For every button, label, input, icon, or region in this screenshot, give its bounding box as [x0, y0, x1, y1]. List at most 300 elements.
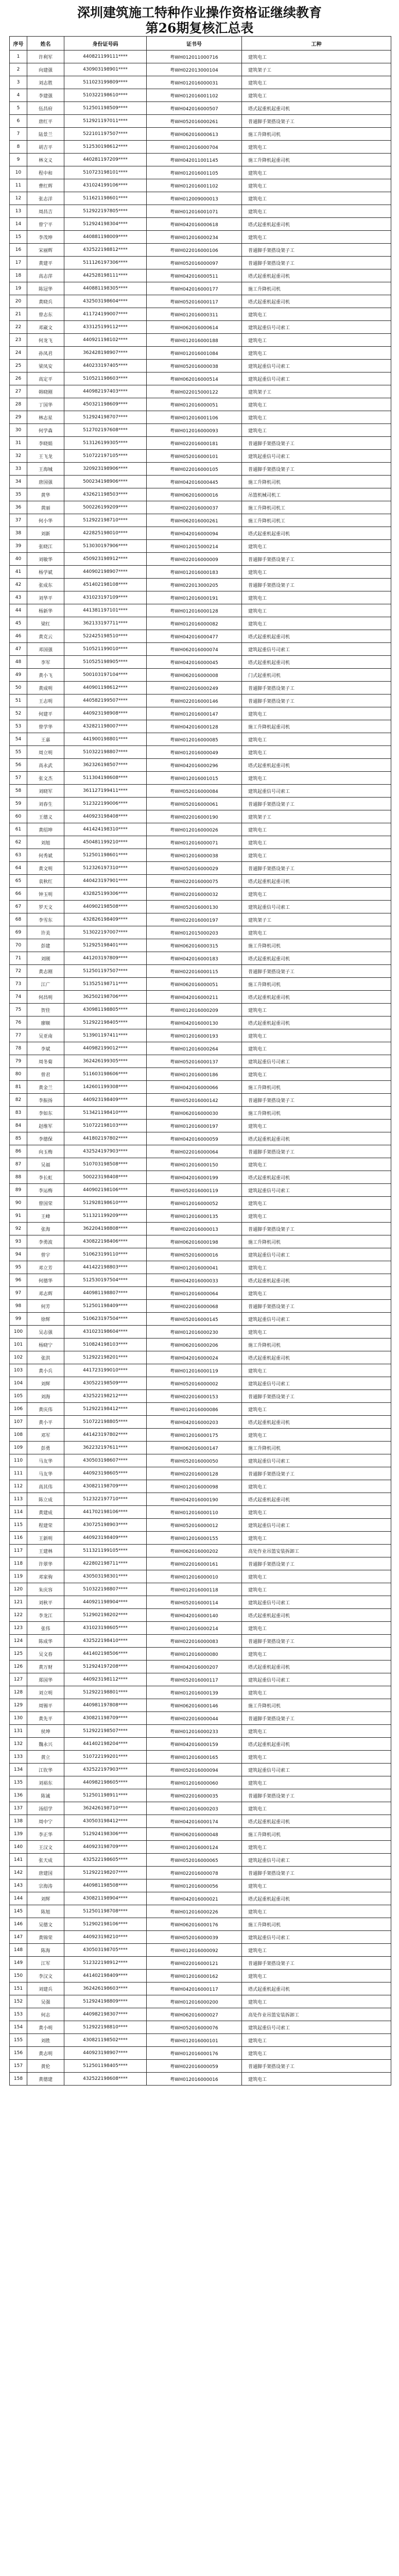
table-row	[10, 1686, 391, 1699]
cell-job-type: 塔式起重机起重司机	[242, 759, 391, 772]
cell-certificate-number: 粤WH012016000049	[147, 746, 242, 759]
cell-name: 黄志刚	[27, 965, 64, 978]
cell-certificate-number: 粤WH012016001084	[147, 347, 242, 360]
header-job-type: 工种	[242, 37, 391, 50]
cell-name: 张洪	[27, 1351, 64, 1364]
cell-id-number: 512501198409****	[64, 1300, 147, 1313]
cell-index: 96	[10, 1274, 27, 1287]
table-row	[10, 1673, 391, 1686]
table-row	[10, 2034, 391, 2047]
cell-job-type: 塔式起重机起重司机	[242, 1982, 391, 1995]
cell-certificate-number: 粤WH052016000061	[147, 798, 242, 810]
cell-id-number: 512530198612****	[64, 141, 147, 154]
table-row	[10, 1970, 391, 1982]
cell-job-type: 施工升降机司机	[242, 978, 391, 991]
cell-certificate-number: 粤WH052016000076	[147, 2021, 242, 2034]
table-row	[10, 1210, 391, 1223]
cell-certificate-number: 粤WH022016000106	[147, 244, 242, 257]
cell-name: 周锡平	[27, 1699, 64, 1712]
cell-name: 杨新华	[27, 604, 64, 617]
cell-id-number: 500226199209****	[64, 501, 147, 514]
cell-certificate-number: 粤WH012016000139	[147, 1686, 242, 1699]
cell-certificate-number: 粤WH052016000094	[147, 1764, 242, 1776]
cell-index: 111	[10, 1467, 27, 1480]
cell-name: 李汉文	[27, 1970, 64, 1982]
cell-certificate-number: 粤WH042011001145	[147, 154, 242, 166]
cell-name: 王建林	[27, 1545, 64, 1557]
cell-certificate-number: 粤WH022016000190	[147, 810, 242, 823]
cell-index: 61	[10, 823, 27, 836]
cell-job-type: 普通脚手架搭设架子工	[242, 1467, 391, 1480]
cell-name: 高其伟	[27, 1480, 64, 1493]
cell-name: 林文义	[27, 154, 64, 166]
cell-index: 112	[10, 1480, 27, 1493]
cell-certificate-number: 粤WH052016000119	[147, 1184, 242, 1197]
table-row	[10, 1223, 391, 1235]
table-row	[10, 733, 391, 746]
cell-certificate-number: 粤WH042016000199	[147, 1171, 242, 1184]
cell-certificate-number: 粤WH062016000613	[147, 128, 242, 141]
cell-index: 138	[10, 1815, 27, 1828]
table-row	[10, 308, 391, 321]
cell-id-number: 440423197901****	[64, 875, 147, 888]
cell-id-number: 440982199012****	[64, 1042, 147, 1055]
cell-index: 55	[10, 746, 27, 759]
cell-certificate-number: 粤WH022015000122	[147, 385, 242, 398]
cell-job-type: 建筑电工	[242, 1042, 391, 1055]
table-row	[10, 913, 391, 926]
table-row	[10, 321, 391, 334]
table-row	[10, 1635, 391, 1648]
cell-name: 王志明	[27, 694, 64, 707]
cell-id-number: 441422198803****	[64, 1261, 147, 1274]
cell-name: 许美	[27, 926, 64, 939]
cell-id-number: 430821198904****	[64, 1892, 147, 1905]
cell-name: 何芳	[27, 1300, 64, 1313]
cell-index: 101	[10, 1338, 27, 1351]
cell-id-number: 512922198710****	[64, 514, 147, 527]
cell-name: 黄文明	[27, 862, 64, 875]
cell-name: 伍昌府	[27, 102, 64, 115]
cell-name: 李如东	[27, 1107, 64, 1120]
cell-certificate-number: 粤WH042016000477	[147, 630, 242, 643]
cell-name: 刘胜	[27, 2034, 64, 2047]
cell-job-type: 建筑电工	[242, 540, 391, 553]
table-row	[10, 1609, 391, 1622]
cell-job-type: 建筑起重信号司索工	[242, 1055, 391, 1068]
table-row	[10, 1351, 391, 1364]
cell-name: 张晓江	[27, 540, 64, 553]
cell-id-number: 511304198608****	[64, 772, 147, 785]
cell-index: 12	[10, 192, 27, 205]
cell-job-type: 门式起重机司机	[242, 669, 391, 682]
cell-index: 70	[10, 939, 27, 952]
cell-index: 151	[10, 1982, 27, 1995]
cell-index: 41	[10, 566, 27, 579]
cell-job-type: 建筑电工	[242, 1480, 391, 1493]
cell-job-type: 塔式起重机起重司机	[242, 1493, 391, 1506]
cell-index: 104	[10, 1377, 27, 1390]
cell-job-type: 塔式起重机起重司机	[242, 630, 391, 643]
cell-name: 唐建国	[27, 1867, 64, 1879]
cell-name: 黄万财	[27, 1660, 64, 1673]
table-row	[10, 1390, 391, 1403]
cell-name: 刘志胜	[27, 76, 64, 89]
table-row	[10, 1841, 391, 1854]
cell-job-type: 施工升降机司机	[242, 1107, 391, 1120]
cell-id-number: 512922198412****	[64, 1403, 147, 1416]
cell-id-number: 513126199305****	[64, 437, 147, 450]
cell-name: 邓家驹	[27, 1570, 64, 1583]
cell-job-type: 施工升降机司机工	[242, 501, 391, 514]
table-row	[10, 450, 391, 463]
table-row	[10, 1068, 391, 1081]
table-row	[10, 591, 391, 604]
cell-certificate-number: 粤WH012016000183	[147, 566, 242, 579]
table-row	[10, 411, 391, 424]
cell-id-number: 432825199306****	[64, 888, 147, 901]
cell-index: 6	[10, 115, 27, 128]
cell-index: 149	[10, 1957, 27, 1970]
cell-name: 黄成明	[27, 682, 64, 694]
cell-job-type: 建筑电工	[242, 308, 391, 321]
cell-certificate-number: 粤WH062016000008	[147, 669, 242, 682]
cell-index: 25	[10, 360, 27, 372]
cell-index: 110	[10, 1454, 27, 1467]
cell-name: 张志洋	[27, 192, 64, 205]
cell-id-number: 511321199209****	[64, 1210, 147, 1223]
cell-job-type: 建筑架子工	[242, 810, 391, 823]
cell-index: 142	[10, 1867, 27, 1879]
cell-job-type: 建筑电工	[242, 1648, 391, 1660]
cell-job-type: 建筑电工	[242, 926, 391, 939]
table-row	[10, 1519, 391, 1532]
table-row	[10, 231, 391, 244]
table-row	[10, 2060, 391, 2073]
cell-id-number: 512922198801****	[64, 1686, 147, 1699]
cell-id-number: 512902198106****	[64, 1918, 147, 1931]
cell-index: 24	[10, 347, 27, 360]
cell-index: 153	[10, 2008, 27, 2021]
cell-id-number: 432522198608****	[64, 2073, 147, 2086]
table-row	[10, 282, 391, 295]
cell-index: 21	[10, 308, 27, 321]
table-row	[10, 527, 391, 540]
cell-job-type: 建筑电工	[242, 2047, 391, 2060]
cell-id-number: 430821198502****	[64, 2034, 147, 2047]
cell-certificate-number: 粤WH022016000083	[147, 1635, 242, 1648]
cell-job-type: 建筑电工	[242, 1905, 391, 1918]
cell-index: 143	[10, 1879, 27, 1892]
cell-id-number: 512322199006****	[64, 798, 147, 810]
cell-certificate-number: 粤WH012016000233	[147, 1725, 242, 1738]
cell-name: 唐红平	[27, 115, 64, 128]
cell-job-type: 普通脚手架搭设架子工	[242, 2060, 391, 2073]
table-row	[10, 1738, 391, 1751]
cell-name: 吴志强	[27, 1326, 64, 1338]
cell-index: 135	[10, 1776, 27, 1789]
cell-certificate-number: 粤WH042016000094	[147, 527, 242, 540]
cell-index: 140	[10, 1841, 27, 1854]
cell-id-number: 432522198812****	[64, 244, 147, 257]
cell-certificate-number: 粤WH012016000060	[147, 1776, 242, 1789]
cell-id-number: 362326198507****	[64, 759, 147, 772]
cell-name: 高志萍	[27, 269, 64, 282]
cell-id-number: 512501198509****	[64, 102, 147, 115]
cell-name: 江钦华	[27, 1764, 64, 1776]
cell-index: 13	[10, 205, 27, 218]
cell-name: 许利军	[27, 50, 64, 63]
table-row	[10, 540, 391, 553]
table-row	[10, 579, 391, 591]
cell-id-number: 422802198711****	[64, 1557, 147, 1570]
table-row	[10, 1699, 391, 1712]
table-row	[10, 295, 391, 308]
cell-certificate-number: 粤WH012016000038	[147, 849, 242, 862]
table-row	[10, 2008, 391, 2021]
cell-name: 陈成华	[27, 1635, 64, 1648]
cell-certificate-number: 粤WH052016000145	[147, 1313, 242, 1326]
cell-id-number: 441802197802****	[64, 1132, 147, 1145]
cell-name: 陈海	[27, 1944, 64, 1957]
cell-job-type: 建筑电工	[242, 192, 391, 205]
cell-certificate-number: 粤WH012016000041	[147, 1261, 242, 1274]
cell-index: 43	[10, 591, 27, 604]
cell-name: 程建荣	[27, 1519, 64, 1532]
table-row	[10, 1918, 391, 1931]
cell-job-type: 普通脚手架搭设架子工	[242, 694, 391, 707]
cell-id-number: 362426199305****	[64, 1055, 147, 1068]
table-row	[10, 2047, 391, 2060]
table-row	[10, 141, 391, 154]
cell-index: 99	[10, 1313, 27, 1326]
table-row	[10, 179, 391, 192]
cell-certificate-number: 粤WH042016000066	[147, 1081, 242, 1094]
cell-index: 83	[10, 1107, 27, 1120]
cell-certificate-number: 粤WH012016000010	[147, 1570, 242, 1583]
cell-index: 84	[10, 1120, 27, 1132]
cell-certificate-number: 粤WH022016000059	[147, 2060, 242, 2073]
cell-index: 131	[10, 1725, 27, 1738]
table-row	[10, 347, 391, 360]
cell-id-number: 440923198605****	[64, 1467, 147, 1480]
table-row	[10, 1480, 391, 1493]
table-row	[10, 1815, 391, 1828]
cell-certificate-number: 粤WH012016000230	[147, 1326, 242, 1338]
cell-job-type: 建筑电工	[242, 1841, 391, 1854]
cell-id-number: 432826198409****	[64, 913, 147, 926]
cell-id-number: 510521198603****	[64, 372, 147, 385]
table-row	[10, 1660, 391, 1673]
table-row	[10, 669, 391, 682]
cell-job-type: 建筑起重信号司索工	[242, 450, 391, 463]
cell-id-number: 510722198805****	[64, 1416, 147, 1429]
cell-name: 何学森	[27, 424, 64, 437]
cell-id-number: 450321198609****	[64, 398, 147, 411]
cell-certificate-number: 粤WH062016000261	[147, 514, 242, 527]
header-id-number: 身份证号码	[64, 37, 147, 50]
cell-id-number: 451402198108****	[64, 579, 147, 591]
cell-index: 90	[10, 1197, 27, 1210]
cell-name: 黄金兰	[27, 1081, 64, 1094]
cell-job-type: 高处作业吊篮安装拆卸工	[242, 1545, 391, 1557]
cell-id-number: 522425198510****	[64, 630, 147, 643]
cell-job-type: 建筑电工	[242, 823, 391, 836]
table-row	[10, 1506, 391, 1519]
cell-index: 58	[10, 785, 27, 798]
cell-job-type: 塔式起重机起重司机	[242, 218, 391, 231]
cell-job-type: 施工升降机司机	[242, 1235, 391, 1248]
cell-name: 李振扬	[27, 1094, 64, 1107]
cell-certificate-number: 粤WH012016000226	[147, 1905, 242, 1918]
cell-name: 李德保	[27, 1132, 64, 1145]
table-row	[10, 1532, 391, 1545]
cell-certificate-number: 粤WH042016000033	[147, 1274, 242, 1287]
cell-name: 侯坤	[27, 1725, 64, 1738]
cell-name: 许翠华	[27, 1557, 64, 1570]
cell-job-type: 普通脚手架搭设架子工	[242, 1635, 391, 1648]
cell-index: 85	[10, 1132, 27, 1145]
cell-index: 87	[10, 1158, 27, 1171]
table-row	[10, 372, 391, 385]
cell-id-number: 441203197809****	[64, 952, 147, 965]
cell-index: 28	[10, 398, 27, 411]
cell-name: 张海	[27, 1223, 64, 1235]
cell-id-number: 512921197011****	[64, 115, 147, 128]
cell-certificate-number: 粤WH052016000065	[147, 1854, 242, 1867]
cell-certificate-number: 粤WH012016000056	[147, 1879, 242, 1892]
cell-job-type: 施工升降机司机	[242, 476, 391, 488]
cell-certificate-number: 粤WH062016000146	[147, 1699, 242, 1712]
cell-job-type: 施工升降机司机	[242, 1699, 391, 1712]
table-row	[10, 360, 391, 372]
cell-id-number: 440902198106****	[64, 1184, 147, 1197]
table-row	[10, 50, 391, 63]
cell-name: 吴亚南	[27, 1029, 64, 1042]
cell-job-type: 建筑起重信号司索工	[242, 321, 391, 334]
cell-name: 吴文春	[27, 1648, 64, 1660]
cell-id-number: 432821198007****	[64, 720, 147, 733]
cell-id-number: 512702197608****	[64, 424, 147, 437]
cell-certificate-number: 粤WH062016000198	[147, 1235, 242, 1248]
table-row	[10, 1892, 391, 1905]
cell-name: 韩晓刚	[27, 385, 64, 398]
table-row	[10, 965, 391, 978]
cell-name: 王飞龙	[27, 450, 64, 463]
cell-id-number: 440233197405****	[64, 360, 147, 372]
cell-certificate-number: 粤WH042016000140	[147, 1609, 242, 1622]
table-row	[10, 1583, 391, 1596]
cell-name: 曾君	[27, 1068, 64, 1081]
cell-id-number: 522101197507****	[64, 128, 147, 141]
cell-index: 124	[10, 1635, 27, 1648]
cell-name: 黄建平	[27, 257, 64, 269]
cell-id-number: 441424198310****	[64, 823, 147, 836]
cell-index: 23	[10, 334, 27, 347]
cell-index: 109	[10, 1442, 27, 1454]
cell-name: 刘辉	[27, 1892, 64, 1905]
cell-index: 116	[10, 1532, 27, 1545]
cell-job-type: 建筑架子工	[242, 63, 391, 76]
cell-id-number: 441702198106****	[64, 1506, 147, 1519]
cell-job-type: 普通脚手架搭设架子工	[242, 579, 391, 591]
cell-certificate-number: 粤WH012016000026	[147, 823, 242, 836]
cell-job-type: 建筑电工	[242, 1210, 391, 1223]
cell-index: 134	[10, 1764, 27, 1776]
cell-certificate-number: 粤WH012016000128	[147, 604, 242, 617]
cell-certificate-number: 粤WH012016000147	[147, 707, 242, 720]
cell-index: 39	[10, 540, 27, 553]
cell-index: 60	[10, 810, 27, 823]
cell-name: 刘春生	[27, 798, 64, 810]
cell-certificate-number: 粤WH052016000130	[147, 901, 242, 913]
cell-id-number: 440923198907****	[64, 2047, 147, 2060]
table-row	[10, 463, 391, 476]
table-row	[10, 1016, 391, 1029]
cell-index: 97	[10, 1287, 27, 1300]
cell-name: 高永武	[27, 759, 64, 772]
cell-name: 陈旭	[27, 1905, 64, 1918]
table-row	[10, 849, 391, 862]
cell-certificate-number: 粤WH012016000051	[147, 398, 242, 411]
cell-index: 93	[10, 1235, 27, 1248]
cell-id-number: 500234198906****	[64, 476, 147, 488]
cell-job-type: 普通脚手架搭设架子工	[242, 862, 391, 875]
table-row	[10, 154, 391, 166]
cell-certificate-number: 粤WH012016000118	[147, 1583, 242, 1596]
document-title-line-1: 深圳建筑施工特种作业操作资格证继续教育	[77, 5, 322, 20]
cell-id-number: 512928198610****	[64, 1197, 147, 1210]
cell-name: 梁红	[27, 617, 64, 630]
cell-id-number: 440902198508****	[64, 901, 147, 913]
cell-id-number: 512902198202****	[64, 1609, 147, 1622]
cell-id-number: 512501198601****	[64, 849, 147, 862]
cell-id-number: 430522198509****	[64, 1377, 147, 1390]
table-row	[10, 862, 391, 875]
cell-certificate-number: 粤WH052016000016	[147, 1248, 242, 1261]
table-row	[10, 926, 391, 939]
cell-job-type: 塔式起重机起重司机	[242, 656, 391, 669]
table-row	[10, 746, 391, 759]
cell-job-type: 建筑电工	[242, 733, 391, 746]
cell-index: 89	[10, 1184, 27, 1197]
cell-id-number: 361127199411****	[64, 785, 147, 798]
cell-job-type: 建筑电工	[242, 179, 391, 192]
cell-job-type: 建筑架子工	[242, 913, 391, 926]
cell-job-type: 塔式起重机起重司机	[242, 269, 391, 282]
cell-index: 123	[10, 1622, 27, 1635]
cell-job-type: 建筑起重信号司索工	[242, 1931, 391, 1944]
cell-index: 72	[10, 965, 27, 978]
table-row	[10, 1081, 391, 1094]
table-row	[10, 1248, 391, 1261]
cell-id-number: 433125199112****	[64, 321, 147, 334]
table-row	[10, 476, 391, 488]
table-row	[10, 1854, 391, 1867]
cell-certificate-number: 粤WH012016000200	[147, 1995, 242, 2008]
table-row	[10, 1776, 391, 1789]
cell-index: 105	[10, 1390, 27, 1403]
cell-id-number: 430503198412****	[64, 1815, 147, 1828]
cell-name: 程中和	[27, 166, 64, 179]
cell-job-type: 建筑电工	[242, 1004, 391, 1016]
cell-index: 11	[10, 179, 27, 192]
cell-name: 孙凤君	[27, 347, 64, 360]
cell-index: 62	[10, 836, 27, 849]
cell-certificate-number: 粤WH062016000614	[147, 321, 242, 334]
cell-name: 黄德建	[27, 2073, 64, 2086]
cell-index: 66	[10, 888, 27, 901]
